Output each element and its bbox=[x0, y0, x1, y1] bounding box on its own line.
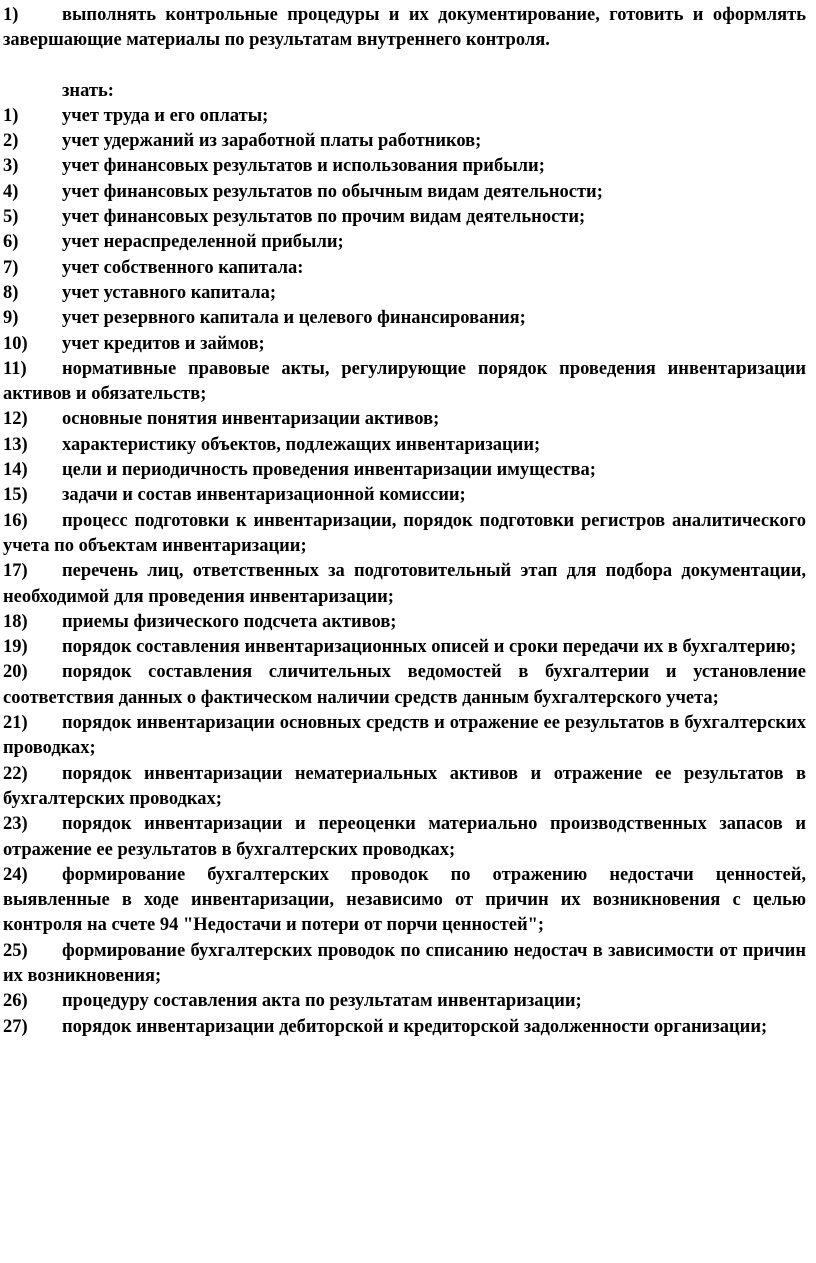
intro-list-item bbox=[3, 3, 806, 54]
list-item bbox=[3, 407, 806, 432]
list-item bbox=[3, 989, 806, 1014]
list-item bbox=[3, 205, 806, 230]
list-item bbox=[3, 610, 806, 635]
list-item bbox=[3, 281, 806, 306]
item-text: учет резервного капитала и целевого финансирования; bbox=[62, 308, 526, 329]
item-text: задачи и состав инвентаризационной комиссии; bbox=[62, 485, 466, 506]
section-heading: знать: bbox=[62, 80, 114, 101]
item-text: учет кредитов и займов; bbox=[62, 333, 265, 354]
item-text: порядок инвентаризации дебиторской и кредиторской задолженности организации; bbox=[62, 1016, 768, 1037]
knowledge-list bbox=[3, 104, 806, 1040]
item-number: 23) bbox=[3, 814, 28, 835]
item-number: 1) bbox=[3, 5, 19, 25]
list-item bbox=[3, 129, 806, 154]
list-item bbox=[3, 762, 806, 813]
item-text: учет нераспределенной прибыли; bbox=[62, 232, 344, 253]
list-item bbox=[3, 812, 806, 863]
item-number: 21) bbox=[3, 713, 28, 734]
list-item bbox=[3, 357, 806, 408]
item-text: учет финансовых результатов и использования прибыли; bbox=[62, 156, 545, 177]
item-number: 4) bbox=[3, 181, 19, 202]
item-number: 22) bbox=[3, 763, 28, 784]
item-number: 8) bbox=[3, 282, 19, 303]
item-number: 25) bbox=[3, 940, 28, 961]
item-text: порядок составления инвентаризационных описей и сроки передачи их в бухгалтерию; bbox=[62, 637, 797, 658]
item-number: 9) bbox=[3, 308, 19, 329]
list-item bbox=[3, 104, 806, 129]
item-text: формирование бухгалтерских проводок по отражению недостачи ценностей, выявленные в ходе инвентаризации, независимо от причин их возникновения с целью контроля на счете 94 "Недостачи и потери от порчи ценностей"; bbox=[3, 864, 806, 936]
item-number: 12) bbox=[3, 409, 28, 430]
item-text: приемы физического подсчета активов; bbox=[62, 611, 397, 632]
item-number: 3) bbox=[3, 156, 19, 177]
item-number: 14) bbox=[3, 460, 28, 481]
item-text: порядок инвентаризации основных средств и отражение ее результатов в бухгалтерских проводках; bbox=[3, 713, 806, 759]
item-text: учет удержаний из заработной платы работников; bbox=[62, 131, 482, 152]
item-text: учет финансовых результатов по прочим видам деятельности; bbox=[62, 207, 586, 228]
item-text: перечень лиц, ответственных за подготовительный этап для подбора документации, необходимой для проведения инвентаризации; bbox=[3, 561, 806, 607]
list-item bbox=[3, 230, 806, 255]
list-item bbox=[3, 483, 806, 508]
list-item bbox=[3, 863, 806, 939]
item-number: 26) bbox=[3, 991, 28, 1012]
list-item bbox=[3, 660, 806, 711]
item-number: 11) bbox=[3, 358, 27, 379]
blank-line bbox=[3, 54, 806, 79]
item-number: 5) bbox=[3, 207, 19, 228]
list-item bbox=[3, 635, 806, 660]
item-text: основные понятия инвентаризации активов; bbox=[62, 409, 440, 430]
item-text: учет собственного капитала: bbox=[62, 257, 304, 278]
list-item bbox=[3, 711, 806, 762]
item-number: 19) bbox=[3, 637, 28, 658]
item-number: 18) bbox=[3, 611, 28, 632]
item-text: порядок инвентаризации нематериальных активов и отражение ее результатов в бухгалтерских проводках; bbox=[3, 763, 806, 809]
list-item bbox=[3, 559, 806, 610]
item-number: 27) bbox=[3, 1016, 28, 1037]
list-item bbox=[3, 433, 806, 458]
list-item bbox=[3, 1015, 806, 1040]
item-number: 15) bbox=[3, 485, 28, 506]
list-item bbox=[3, 458, 806, 483]
item-text: учет финансовых результатов по обычным видам деятельности; bbox=[62, 181, 603, 202]
item-text: нормативные правовые акты, регулирующие порядок проведения инвентаризации активов и обязательств; bbox=[3, 358, 806, 405]
list-item bbox=[3, 154, 806, 179]
item-text: цели и периодичность проведения инвентаризации имущества; bbox=[62, 460, 596, 481]
list-item bbox=[3, 332, 806, 357]
item-number: 17) bbox=[3, 561, 28, 582]
list-item bbox=[3, 509, 806, 560]
item-text: формирование бухгалтерских проводок по списанию недостач в зависимости от причин их возникновения; bbox=[3, 940, 806, 986]
item-text: характеристику объектов, подлежащих инвентаризации; bbox=[62, 434, 541, 455]
item-text: выполнять контрольные процедуры и их документирование, готовить и оформлять завершающие материалы по результатам внутреннего контроля. bbox=[3, 5, 806, 51]
list-item bbox=[3, 180, 806, 205]
list-item bbox=[3, 306, 806, 331]
item-number: 16) bbox=[3, 510, 28, 531]
item-number: 1) bbox=[3, 105, 19, 126]
item-text: порядок составления сличительных ведомостей в бухгалтерии и установление соответствия данных о фактическом наличии средств данным бухгалтерского учета; bbox=[3, 662, 806, 708]
item-number: 24) bbox=[3, 864, 28, 885]
item-text: учет труда и его оплаты; bbox=[62, 105, 269, 126]
item-text: процедуру составления акта по результатам инвентаризации; bbox=[62, 991, 582, 1012]
item-number: 10) bbox=[3, 333, 28, 354]
item-text: процесс подготовки к инвентаризации, порядок подготовки регистров аналитического учета по объектам инвентаризации; bbox=[3, 510, 806, 556]
item-number: 13) bbox=[3, 434, 28, 455]
item-number: 20) bbox=[3, 662, 28, 683]
list-item bbox=[3, 939, 806, 990]
item-text: порядок инвентаризации и переоценки материально производственных запасов и отражение ее результатов в бухгалтерских проводках; bbox=[3, 814, 806, 860]
item-text: учет уставного капитала; bbox=[62, 282, 276, 303]
item-number: 6) bbox=[3, 232, 19, 253]
list-item bbox=[3, 256, 806, 281]
item-number: 7) bbox=[3, 257, 19, 278]
item-number: 2) bbox=[3, 131, 19, 152]
